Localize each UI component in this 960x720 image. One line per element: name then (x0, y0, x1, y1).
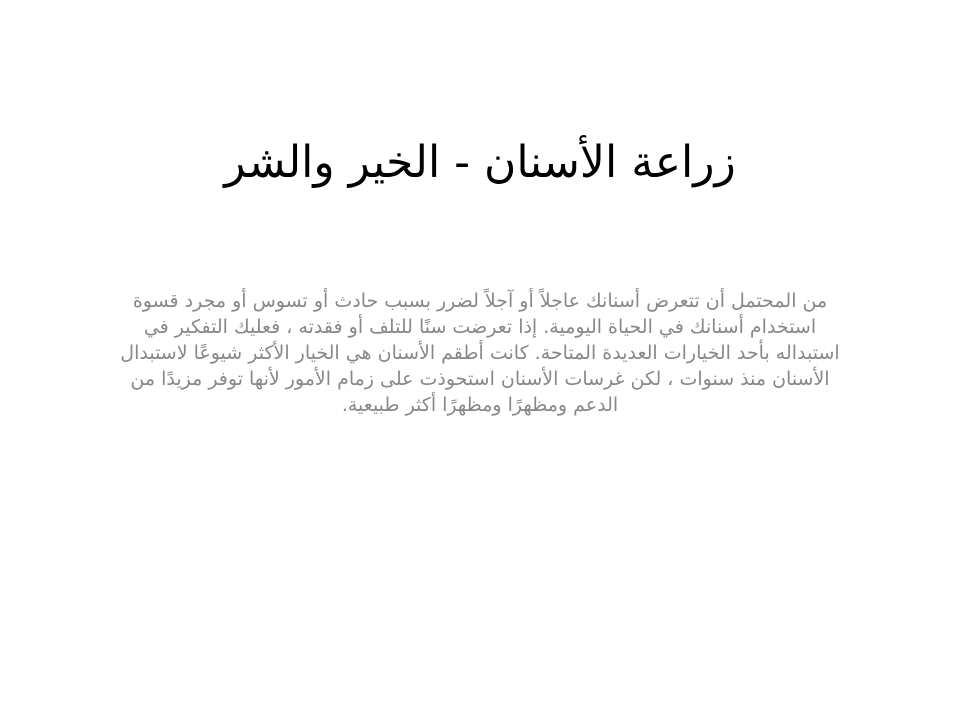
slide-title: زراعة الأسنان - الخير والشر (224, 137, 736, 188)
slide-body-text: من المحتمل أن تتعرض أسنانك عاجلاً أو آجلاً لضرر بسبب حادث أو تسوس أو مجرد قسوة استخدام أسنانك في الحياة اليومية. إذا تعرضت سنًا للتلف أو فقدته ، فعليك التفكير في استبداله بأحد الخيارات العديدة المتاحة. كانت أطقم الأسنان هي الخيار الأكثر شيوعًا لاستبدال الأسنان منذ سنوات ، لكن غرسات الأسنان استحوذت على زمام الأمور لأنها توفر مزيدًا من الدعم ومظهرًا ومظهرًا أكثر طبيعية. (120, 290, 840, 416)
